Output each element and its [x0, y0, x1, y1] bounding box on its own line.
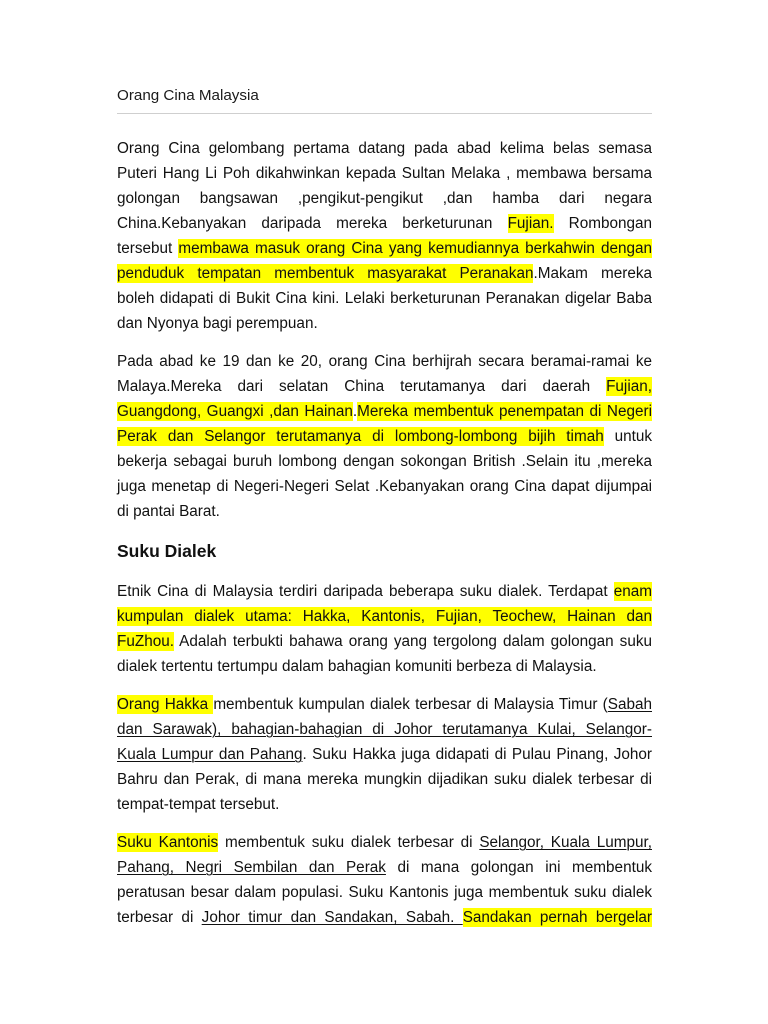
text-run: di mana golongan ini membentuk — [385, 859, 652, 876]
text-run: dialek tertentu tertumpu dalam bahagian komuniti berbeza di Malaysia. — [117, 658, 597, 675]
document-body — [117, 136, 652, 930]
text-line — [117, 311, 652, 336]
text-run: dan Nyonya bagi perempuan. — [117, 315, 318, 332]
text-line — [117, 742, 652, 767]
text-line — [117, 349, 652, 374]
highlighted-text: Fujian, — [606, 378, 652, 395]
text-run: Bahru dan Perak, di mana mereka mungkin dijadikan suku dialek terbesar di — [117, 771, 652, 788]
section-heading: Suku Dialek — [117, 541, 217, 561]
document-title: Orang Cina Malaysia — [117, 87, 259, 104]
text-line — [117, 261, 652, 286]
highlighted-text: Sandakan pernah bergelar — [462, 909, 652, 926]
underlined-text: dan Sarawak), bahagian-bahagian di Johor terutamanya Kulai, Selangor- — [117, 721, 652, 738]
text-run: golongan bangsawan ,pengikut-pengikut ,dan hamba dari negara — [117, 190, 652, 207]
text-line — [117, 654, 652, 679]
text-line — [117, 604, 652, 629]
text-run: peratusan besar dalam populasi. Suku Kantonis juga membentuk suku dialek — [117, 884, 652, 901]
text-run: untuk — [603, 428, 652, 445]
text-line — [117, 692, 652, 717]
highlighted-text: Guangdong, Guangxi ,dan Hainan — [117, 403, 353, 420]
paragraph — [117, 579, 652, 679]
text-line — [117, 499, 652, 524]
text-run: Adalah terbukti bahawa orang yang tergolong dalam golongan suku — [173, 633, 652, 650]
underlined-text: Johor timur dan Sandakan, Sabah. — [201, 909, 463, 926]
text-line — [117, 792, 652, 817]
text-run: tersebut — [117, 240, 179, 257]
text-line — [117, 186, 652, 211]
text-line — [117, 424, 652, 449]
text-run: membentuk kumpulan dialek terbesar di Malaysia Timur ( — [213, 696, 608, 713]
text-run: .Makam mereka — [533, 265, 653, 282]
highlighted-text: Fujian. — [507, 215, 554, 232]
text-line — [117, 474, 652, 499]
paragraph — [117, 349, 652, 524]
paragraph — [117, 136, 652, 336]
highlighted-text: kumpulan dialek utama: Hakka, Kantonis, Fujian, Teochew, Hainan dan — [117, 608, 652, 625]
text-run: Malaya.Mereka dari selatan China terutamanya dari daerah — [117, 378, 607, 395]
text-line — [117, 211, 652, 236]
text-run: Pada abad ke 19 dan ke 20, orang Cina berhijrah secara beramai-ramai ke — [117, 353, 652, 370]
text-line — [117, 579, 652, 604]
text-line — [117, 236, 652, 261]
highlighted-text: Perak dan Selangor terutamanya di lombong-lombong bijih timah — [117, 428, 604, 445]
text-run: membentuk suku dialek terbesar di — [218, 834, 480, 851]
text-line — [117, 136, 652, 161]
text-line — [117, 880, 652, 905]
text-run: Etnik Cina di Malaysia terdiri daripada beberapa suku dialek. Terdapat — [117, 583, 614, 600]
text-run: . — [352, 403, 358, 420]
highlighted-text: Suku Kantonis — [117, 834, 219, 851]
highlighted-text: Mereka membentuk penempatan di Negeri — [357, 403, 652, 420]
text-run: di pantai Barat. — [117, 503, 220, 520]
text-run: terbesar di — [117, 909, 202, 926]
underlined-text: Kuala Lumpur dan Pahang — [117, 746, 303, 763]
text-run: boleh didapati di Bukit Cina kini. Lelaki berketurunan Peranakan digelar Baba — [117, 290, 652, 307]
highlighted-text: penduduk tempatan membentuk masyarakat Peranakan — [117, 265, 534, 282]
text-line — [117, 905, 652, 930]
text-run: Puteri Hang Li Poh dikahwinkan kepada Sultan Melaka , membawa bersama — [117, 165, 652, 182]
highlighted-text: FuZhou. — [117, 633, 174, 650]
document-content — [117, 86, 652, 943]
paragraph — [117, 692, 652, 817]
text-line — [117, 830, 652, 855]
text-run: tempat-tempat tersebut. — [117, 796, 280, 813]
highlighted-text: membawa masuk orang Cina yang kemudiannya berkahwin dengan — [178, 240, 652, 257]
underlined-text: Selangor, Kuala Lumpur, — [479, 834, 652, 851]
highlighted-text: enam — [613, 583, 652, 600]
text-run: China.Kebanyakan daripada mereka berketurunan — [117, 215, 508, 232]
underlined-text: Sabah — [607, 696, 652, 713]
highlighted-text: Orang Hakka — [117, 696, 214, 713]
text-run: Rombongan — [553, 215, 652, 232]
text-line — [117, 855, 652, 880]
text-run: bekerja sebagai buruh lombong dengan sokongan British .Selain itu ,mereka — [117, 453, 652, 470]
underlined-text: Pahang, Negri Sembilan dan Perak — [117, 859, 386, 876]
text-line — [117, 161, 652, 186]
text-run: . Suku Hakka juga didapati di Pulau Pinang, Johor — [302, 746, 652, 763]
text-line — [117, 629, 652, 654]
paragraph — [117, 830, 652, 930]
text-line — [117, 767, 652, 792]
title-divider — [117, 113, 652, 114]
text-line — [117, 449, 652, 474]
text-run: Orang Cina gelombang pertama datang pada abad kelima belas semasa — [117, 140, 652, 157]
text-run: juga menetap di Negeri-Negeri Selat .Kebanyakan orang Cina dapat dijumpai — [117, 478, 652, 495]
text-line — [117, 286, 652, 311]
text-line — [117, 374, 652, 399]
text-line — [117, 399, 652, 424]
text-line — [117, 717, 652, 742]
